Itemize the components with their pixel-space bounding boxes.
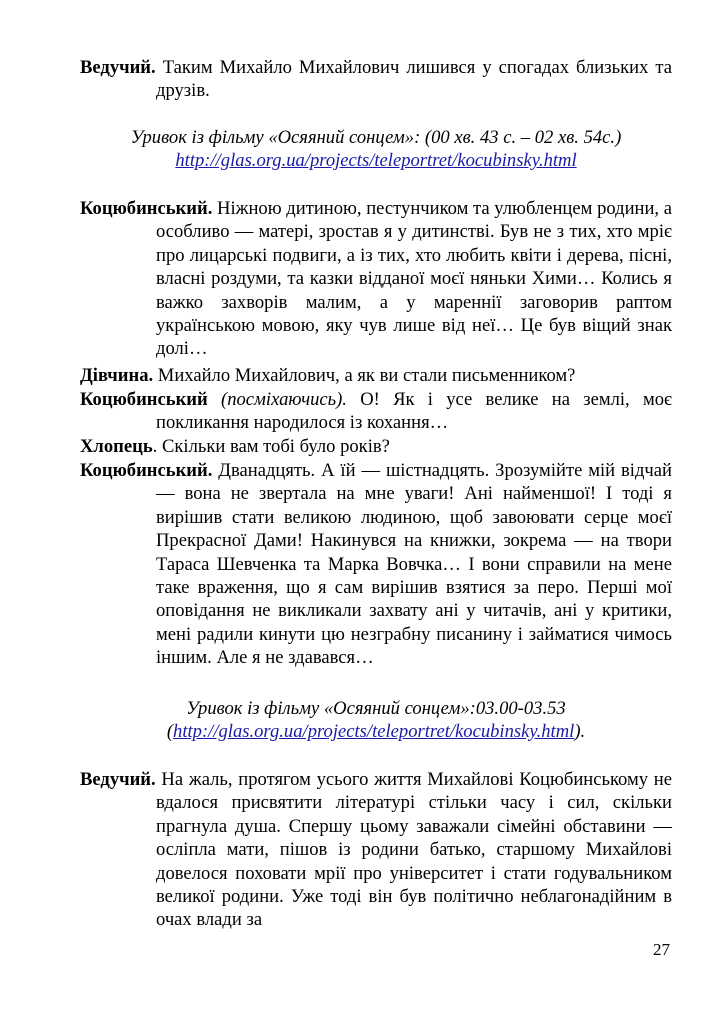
paragraph-host-2 — [80, 768, 672, 932]
paragraph-kotsiubynsky-3 — [80, 459, 672, 670]
paragraph-text: На жаль, протягом усього життя Михайлові Коцюбинському не вдалося присвятити літературі стільки часу і сил, скільки прагнула душа. Спершу цьому заважали сімейні обставини — осліпла мати, пішов із родини батько, старшому Михайлові довелося поховати мрії про університет і стати годувальником великої родини. Уже тоді він був політично неблагонадійним в очах влади за — [155, 769, 672, 931]
paren-open: ( — [166, 721, 174, 742]
paragraph-girl — [80, 364, 672, 387]
speaker-label: Коцюбинський. — [80, 198, 213, 219]
paragraph-text: О! Як і усе велике на землі, моє покликання народилося із кохання… — [156, 389, 672, 434]
clip-link-row-2 — [80, 720, 672, 743]
clip-link-row-1 — [80, 149, 672, 172]
speaker-label: Ведучий. — [80, 769, 156, 790]
paragraph-host-1 — [80, 56, 672, 103]
speaker-label: Коцюбинський. — [80, 460, 213, 481]
speaker-label: Хлопець — [80, 436, 153, 457]
clip-link-1[interactable]: http://glas.org.ua/projects/teleportret/kocubinsky.html — [175, 150, 577, 171]
speaker-label: Коцюбинський — [80, 389, 208, 410]
speaker-label: Ведучий. — [80, 57, 156, 78]
clip-caption-2: Уривок із фільму «Осяяний сонцем»:03.00-03.53 — [186, 698, 566, 719]
paragraph-kotsiubynsky-1 — [80, 197, 672, 361]
paren-close: ). — [574, 721, 586, 742]
paragraph-text: Михайло Михайлович, а як ви стали письменником? — [153, 365, 576, 386]
paragraph-text: Ніжною дитиною, пестунчиком та улюбленцем родини, а особливо — матері, зростав я у дитинстві. Був не з тих, хто мріє про лицарські подвиги, а із тих, хто любить квіти і дерева, пісні, власні роздуми, та казки відданої моєї няньки Хими… Колись я важко захворів малим, а у мареннії заговорив раптом українською мовою, яку чув лише від неї… Це був віщий знак долі… — [156, 198, 672, 360]
speaker-label: Дівчина. — [80, 365, 154, 386]
paragraph-kotsiubynsky-2 — [80, 388, 672, 435]
paragraph-text: . Скільки вам тобі було років? — [152, 436, 390, 457]
page-number: 27 — [653, 940, 670, 959]
paragraph-boy — [80, 435, 672, 458]
paragraph-text: Дванадцять. А їй — шістнадцять. Зрозумійте мій відчай — вона не звертала на мне уваги! Ані найменшої! І тоді я вирішив стати великою людиною, щоб завоювати серце моєї Прекрасної Дами! Накинувся на книжки, зокрема — на твори Тараса Шевченка та Марка Вовчка… І вони справили на мене таке враження, що я сам вирішив взятися за перо. Перші мої оповідання не викликали захвату ані у читачів, ані у критики, мені радили кинути цю незграбну писанину і займатися чимось іншим. Але я не здавався… — [156, 460, 672, 669]
clip-link-2[interactable]: http://glas.org.ua/projects/teleportret/kocubinsky.html — [173, 721, 575, 742]
clip-caption-1: Уривок із фільму «Осяяний сонцем»: (00 хв. 43 с. – 02 хв. 54с.) — [130, 127, 622, 148]
stage-direction: (посміхаючись). — [207, 389, 347, 410]
paragraph-text: Таким Михайло Михайлович лишився у спогадах близьких та друзів. — [155, 57, 672, 102]
